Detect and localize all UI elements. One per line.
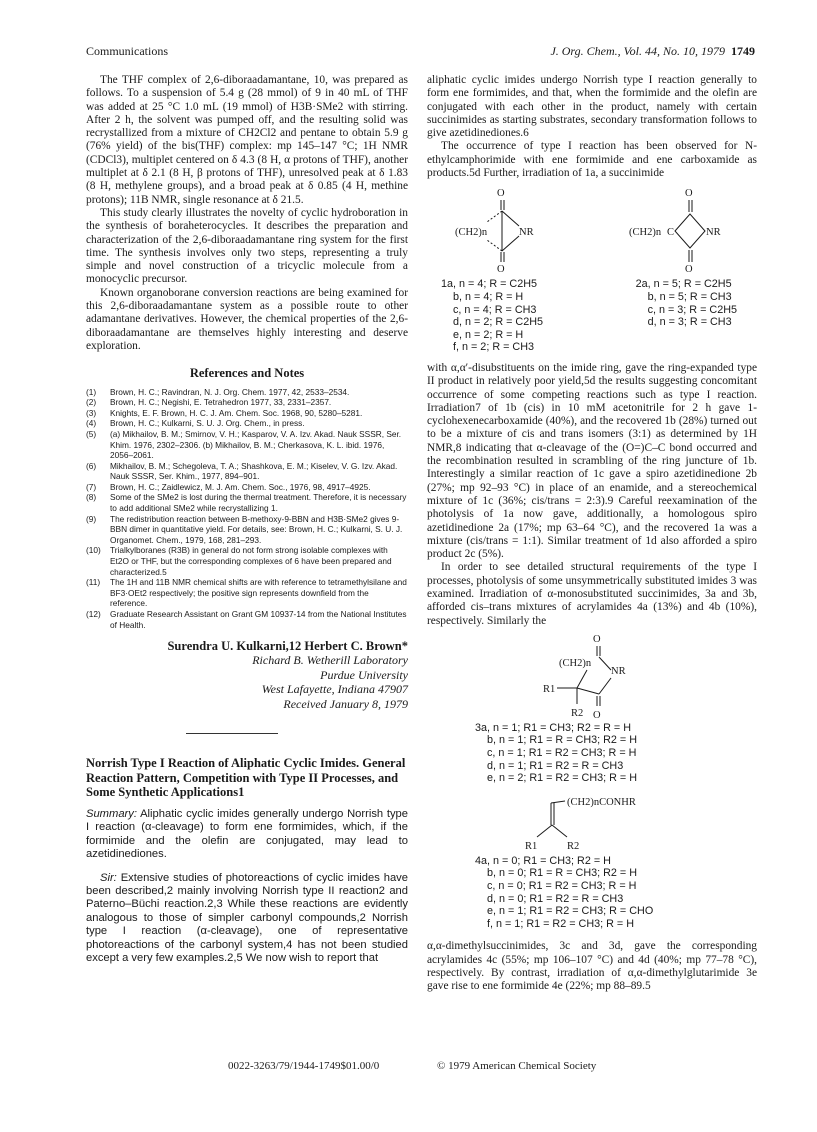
- reference-item: [86, 577, 408, 609]
- atom-label: O: [497, 188, 505, 200]
- list-item: b, n = 5; R = CH3: [647, 290, 732, 303]
- atom-label: O: [685, 188, 693, 200]
- list-item: 2a, n = 5; R = C2H5: [635, 278, 732, 291]
- compound-list-2: [636, 278, 737, 354]
- reference-item: [86, 461, 408, 482]
- list-item: f, n = 1; R1 = R2 = CH3; R = H: [487, 917, 635, 930]
- ref-num: (6): [86, 460, 97, 471]
- atom-label: R1: [543, 683, 556, 695]
- bond: [577, 688, 599, 694]
- atom-label: R1: [525, 840, 538, 851]
- affiliation-line: Richard B. Wetherill Laboratory: [252, 653, 408, 668]
- section-divider: [186, 733, 278, 734]
- paragraph: In order to see detailed structural requirements of the type I processes, photolysis of some unsymmetrically substituted imides 3 was examined. Irradiation of α-monosubstituted succinimides, 3a and 3b, afforded cis–trans mixtures of acrylamides 4a (13%) and 4b (10%), respectively. Similarly the: [427, 561, 757, 627]
- bond: [537, 825, 552, 837]
- ref-text: Brown, H. C.; Zaidlewicz, M. J. Am. Chem. Soc., 1976, 98, 4917–4925.: [110, 481, 371, 492]
- atom-label: O: [593, 709, 601, 721]
- list-item: b, n = 1; R1 = R = CH3; R2 = H: [487, 734, 638, 747]
- atom-label: R2: [571, 707, 584, 719]
- bond: [599, 657, 611, 670]
- page-header-left: Communications: [86, 44, 168, 58]
- right-column: [427, 74, 757, 994]
- list-item: e, n = 1; R1 = R2 = CH3; R = CHO: [487, 905, 654, 918]
- ref-text: Some of the SMe2 is lost during the thermal treatment. Therefore, it is necessary to add additional SMe2 while recrystallizing 1.: [110, 492, 407, 514]
- reference-item: [86, 408, 408, 419]
- sir-text: Extensive studies of photoreactions of cyclic imides have been described,2 mainly involving Norrish type II reaction2 and Paterno–Büchi reaction.2,3 While these reactions are evidently analogous to those of simpler carbonyl compounds,2 Norrish type I reaction (α-cleavage), one of representative photoreactions of the carbonyl system,4 has not been studied except a very few examples.2,5 We now wish to report that: [86, 871, 409, 965]
- list-item: b, n = 0; R1 = R = CH3; R2 = H: [487, 867, 638, 880]
- paragraph: This study clearly illustrates the novelty of cyclic hydroboration in the synthesis of boraheterocycles. It describes the preparation and characterization of the 2,6-diboraadamantane ring system for the first time. The synthesis involves only two steps, representing a truly simple and novel construction of a tricyclic molecule from a monocyclic precursor.: [86, 206, 408, 286]
- affiliation-line: Purdue University: [320, 667, 408, 682]
- list-item: d, n = 2; R = C2H5: [453, 316, 544, 329]
- structure-2: [607, 186, 757, 272]
- ring-label: (CH2)n: [629, 227, 662, 239]
- page-number: 1749: [731, 44, 755, 58]
- paragraph: The THF complex of 2,6-diboraadamantane, 10, was prepared as follows. To a suspension of 5.4 g (28 mmol) of 9 in 40 mL of THF was added at 25 °C 1.0 mL (19 mmol) of H3B·SMe2 with stirring. After 2 h, the solvent was pumped off, and the resulting solid was recrystallized from a mixture of CH2Cl2 and pentane to obtain 5.9 g (76% yield) of the bis(THF) complex: mp 145–147 °C; 1H NMR (CDCl3), multiplet centered on δ 4.3 (8 H, α protons of THF), another multiplet at δ 2.1 (8 H, β protons of THF), unresolved peak at δ 1.83 (8 H, methylene groups), and a broad peak at δ 0.85 (4 H, methine protons); 11B NMR, single resonance at δ 21.5.: [86, 74, 408, 206]
- list-item: b, n = 4; R = H: [453, 290, 524, 303]
- atom-label: NR: [519, 227, 534, 239]
- atom-label: R2: [567, 840, 580, 851]
- bond: [487, 211, 502, 222]
- paragraph: Known organoborane conversion reactions are being examined for this 2,6-diboraadamantane system as a possible route to other adamantane derivatives. However, the chemical properties of the 2,6-diboraadamantane are themselves highly interesting and deserve exploration.: [86, 286, 408, 352]
- structure-1: [427, 186, 577, 272]
- article-title: Norrish Type I Reaction of Aliphatic Cyclic Imides. General Reaction Pattern, Competition with Type II Processes, and Some Synthetic Applications1: [86, 756, 406, 800]
- bond: [487, 240, 502, 251]
- ref-num: (1): [86, 386, 97, 397]
- ref-text: Mikhailov, B. M.; Schegoleva, T. A.; Shashkova, E. M.; Kiselev, V. G. Izv. Akad. Nauk SSSR, Ser. Khim., 1977, 894–901.: [110, 460, 398, 482]
- ref-num: (3): [86, 407, 97, 418]
- reference-item: [86, 492, 408, 513]
- atom-label: C: [667, 227, 675, 239]
- paragraph: aliphatic cyclic imides undergo Norrish type I reaction generally to form ene formimides, and that, when the formimide and the olefin are conjugated with each other in the product, namely with certain succinimides as starting substrates, secondary transformation follows to give azetidinediones.6: [427, 74, 757, 140]
- ring-label: (CH2)n: [559, 657, 592, 669]
- affiliation-line: West Lafayette, Indiana 47907: [261, 682, 408, 697]
- reference-item: [86, 514, 408, 546]
- bond: [552, 825, 567, 837]
- ref-num: (8): [86, 492, 97, 503]
- structures-1-2: [427, 186, 757, 272]
- list-item: d, n = 1; R1 = R2 = R = CH3: [487, 759, 624, 772]
- ref-num: (5): [86, 428, 97, 439]
- atom-label: NR: [611, 665, 626, 677]
- compound-lists-1-2: [441, 278, 737, 354]
- authors: Surendra U. Kulkarni,12 Herbert C. Brown*: [167, 639, 408, 654]
- list-item: c, n = 0; R1 = R2 = CH3; R = H: [487, 880, 637, 893]
- bond: [599, 678, 611, 694]
- bond: [502, 236, 519, 251]
- sir-label: Sir:: [100, 871, 117, 884]
- copyright: © 1979 American Chemical Society: [437, 1060, 597, 1072]
- bond: [502, 211, 519, 226]
- compound-list-4: [475, 855, 757, 931]
- ref-text: Brown, H. C.; Kulkarni, S. U. J. Org. Chem., in press.: [110, 418, 305, 429]
- references-list: [86, 387, 408, 631]
- bond: [551, 801, 565, 803]
- ref-text: The 1H and 11B NMR chemical shifts are with reference to tetramethylsilane and BF3·OEt2 respectively; the positive sign represents downfield from the reference.: [110, 577, 407, 609]
- paragraph: The occurrence of type I reaction has been observed for N-ethylcamphorimide with ene formimide and ene carboxamide as products.5d Further, irradiation of 1a, a succinimide: [427, 140, 757, 180]
- ref-num: (12): [86, 609, 101, 619]
- ring-label: (CH2)n: [455, 227, 488, 239]
- summary: [86, 808, 408, 862]
- ref-text: Knights, E. F. Brown, H. C. J. Am. Chem. Soc. 1968, 90, 5280–5281.: [110, 407, 363, 418]
- reference-item: [86, 387, 408, 398]
- list-item: 4a, n = 0; R1 = CH3; R2 = H: [475, 854, 611, 867]
- sir-paragraph: [86, 872, 408, 966]
- page-header-right: [550, 44, 755, 59]
- ref-text: (a) Mikhailov, B. M.; Smirnov, V. H.; Kasparov, V. A. Izv. Akad. Nauk SSSR, Ser. Khim. 1976, 2302–2306. (b) Mikhailov, B. M.; Cherkasova, K. L. ibid. 1976, 2056–2061.: [110, 428, 402, 461]
- left-column: [86, 74, 408, 965]
- list-item: d, n = 3; R = CH3: [647, 316, 732, 329]
- compound-list-3: [475, 722, 757, 785]
- ref-num: (2): [86, 397, 97, 408]
- atom-label: NR: [706, 227, 721, 239]
- list-item: f, n = 2; R = CH3: [453, 341, 535, 354]
- references-title: References and Notes: [189, 366, 305, 381]
- list-item: d, n = 0; R1 = R2 = R = CH3: [487, 892, 624, 905]
- reference-item: [86, 545, 408, 577]
- ref-text: The redistribution reaction between B-methoxy-9-BBN and H3B·SMe2 gives 9-BBN dimer in quantitative yield. For details, see: Brown, H. C.; Kulkarni, S. U. J. Organomet. Chem., 1979, 168, 281–293.: [110, 513, 403, 545]
- chain-label: (CH2)nCONHR: [567, 796, 636, 808]
- paragraph: with α,α′-disubstituents on the imide ring, gave the ring-expanded type II product in relatively poor yield,5d the results suggesting concomitant occurrence of some competing reactions such as type I reaction. Irradiation7 of 1b (cis) in 10 mM acetonitrile for 2 h gave 1-cyclohexenecarboxamide (40%), and the recovered 1b (28%) turned out to be a mixture of cis and trans isomers (3:1) as determined by 1H NMR,8 indicating that α-cleavage of the (O=)C–C bond occurred and the recombination resulted in scrambling of the ring juncture of 1b. Interestingly a similar reaction of 1c gave a spiro azetidinedione 2b (27%; mp 92–93 °C) in place of an enamide, and a stereochemical mixture of 1c (36%; cis/trans = 2:3).9 Careful reexamination of the photolysis of 1a now gave, additionally, a homologous spiro azetidinedione 2a (17%; mp 63–64 °C), and the recovered 1a was a mixture (cis/trans = 1:1). Similar treatment of 1d also afforded a spiro product 2c (5%).: [427, 361, 757, 561]
- atom-label: O: [593, 633, 601, 645]
- ref-num: (4): [86, 418, 97, 429]
- atom-label: O: [497, 264, 505, 273]
- article-code: 0022-3263/79/1944-1749$01.00/0: [228, 1060, 380, 1072]
- reference-item: [86, 482, 408, 493]
- structure-3: [427, 630, 757, 722]
- list-item: c, n = 1; R1 = R2 = CH3; R = H: [487, 747, 637, 760]
- structure-4: [427, 791, 757, 851]
- ref-num: (10): [86, 545, 101, 556]
- ref-num: (7): [86, 481, 97, 492]
- compound-list-1: [441, 278, 543, 354]
- summary-text: Aliphatic cyclic imides generally undergo Norrish type I reaction (α-cleavage) to form ene formimides, which, if the formimide and the olefin are conjugated, may lead to azetidinediones.: [86, 807, 408, 861]
- received-date: Received January 8, 1979: [283, 696, 408, 711]
- list-item: 1a, n = 4; R = C2H5: [441, 278, 538, 291]
- list-item: 3a, n = 1; R1 = CH3; R2 = R = H: [475, 721, 632, 734]
- list-item: e, n = 2; R = H: [453, 328, 524, 341]
- reference-item: [86, 418, 408, 429]
- reference-item: [86, 397, 408, 408]
- journal-citation: J. Org. Chem., Vol. 44, No. 10, 1979: [550, 44, 725, 58]
- reference-item: [86, 429, 408, 461]
- atom-label: O: [685, 264, 693, 273]
- ring-bonds: [675, 214, 705, 248]
- paragraph: α,α-dimethylsuccinimides, 3c and 3d, gave the corresponding acrylamides 4c (55%; mp 106–107 °C) and 4d (40%; mp 77–78 °C), respectively. By contrast, irradiation of α,α-dimethylglutarimide 3e gave rise to ene formimide 4e (22%; mp 88–89.5: [427, 940, 757, 993]
- list-item: c, n = 3; R = C2H5: [647, 303, 737, 316]
- reference-item: [86, 609, 408, 630]
- ref-num: (11): [86, 577, 101, 588]
- ref-text: Brown, H. C.; Negishi, E. Tetrahedron 1977, 33, 2331–2357.: [110, 397, 332, 408]
- bond: [577, 670, 587, 688]
- ref-text: Trialkylboranes (R3B) in general do not form strong isolable complexes with Et2O or THF, but the corresponding complexes of 6 have been prepared and characterized.5: [110, 545, 392, 577]
- list-item: c, n = 4; R = CH3: [453, 303, 537, 316]
- ref-num: (9): [86, 513, 97, 524]
- ref-text: Brown, H. C.; Ravindran, N. J. Org. Chem. 1977, 42, 2533–2534.: [110, 386, 350, 397]
- ref-text: Graduate Research Assistant on Grant GM 10937-14 from the National Institutes of Health.: [110, 609, 407, 630]
- summary-label: Summary:: [86, 807, 137, 820]
- list-item: e, n = 2; R1 = R2 = CH3; R = H: [487, 772, 638, 785]
